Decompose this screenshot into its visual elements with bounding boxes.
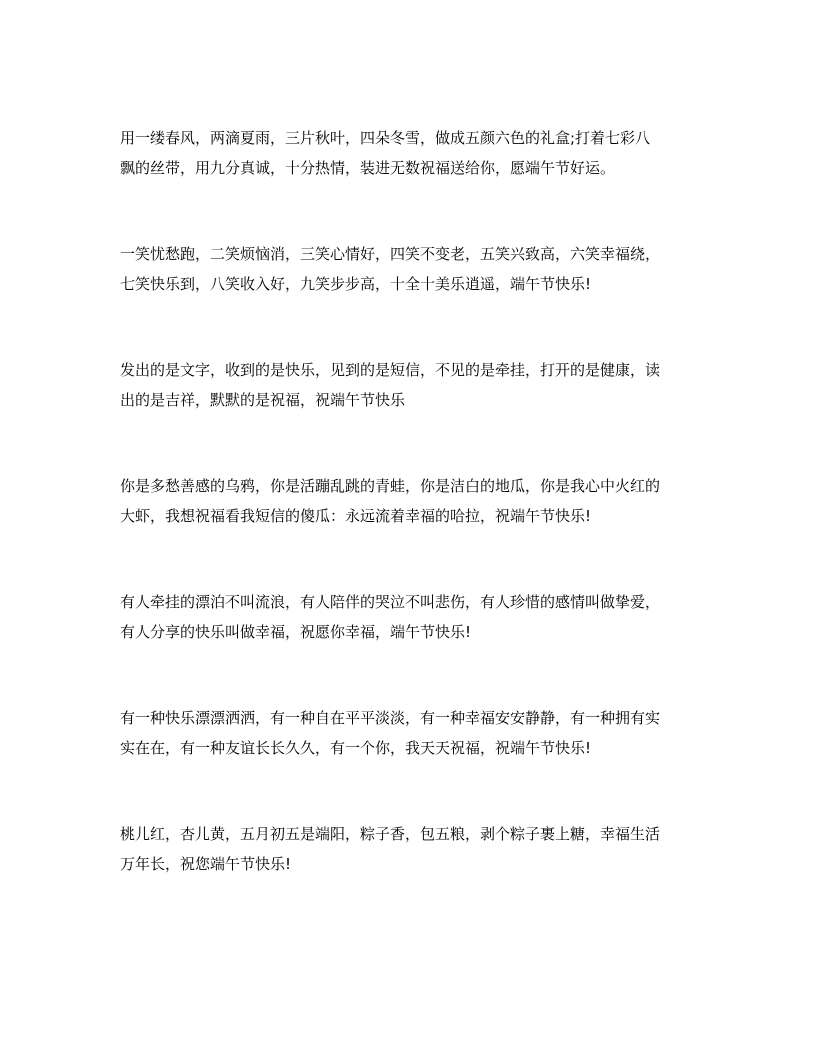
paragraph bbox=[120, 703, 705, 763]
paragraph bbox=[120, 471, 705, 531]
paragraph-line: 实在在，有一种友谊长长久久，有一个你，我天天祝福，祝端午节快乐! bbox=[120, 739, 592, 757]
paragraph-line: 飘的丝带，用九分真诚，十分热情，装进无数祝福送给你，愿端午节好运。 bbox=[120, 159, 616, 177]
paragraph-line: 七笑快乐到，八笑收入好，九笑步步高，十全十美乐逍遥，端午节快乐! bbox=[120, 275, 592, 293]
paragraph-line: 万年长，祝您端午节快乐! bbox=[120, 855, 292, 873]
paragraph bbox=[120, 239, 705, 299]
paragraph-line: 发出的是文字，收到的是快乐，见到的是短信，不见的是牵挂，打开的是健康，读 bbox=[120, 361, 661, 379]
paragraph bbox=[120, 819, 705, 879]
paragraph-line: 出的是吉祥，默默的是祝福，祝端午节快乐 bbox=[120, 391, 406, 409]
paragraph-line: 有人分享的快乐叫做幸福，祝愿你幸福，端午节快乐! bbox=[120, 623, 472, 641]
paragraph-line: 有人牵挂的漂泊不叫流浪，有人陪伴的哭泣不叫悲伤，有人珍惜的感情叫做挚爱， bbox=[120, 593, 661, 611]
paragraph bbox=[120, 123, 705, 183]
paragraph-line: 用一缕春风，两滴夏雨，三片秋叶，四朵冬雪，做成五颜六色的礼盒;打着七彩八 bbox=[120, 129, 651, 147]
paragraph-line: 大虾，我想祝福看我短信的傻瓜：永远流着幸福的哈拉，祝端午节快乐! bbox=[120, 507, 592, 525]
paragraph bbox=[120, 355, 705, 415]
paragraph-line: 桃儿红，杏儿黄，五月初五是端阳，粽子香，包五粮，剥个粽子裹上糖，幸福生活 bbox=[120, 825, 661, 843]
paragraph-line: 有一种快乐漂漂洒洒，有一种自在平平淡淡，有一种幸福安安静静，有一种拥有实 bbox=[120, 709, 661, 727]
paragraph-line: 你是多愁善感的乌鸦，你是活蹦乱跳的青蛙，你是洁白的地瓜，你是我心中火红的 bbox=[120, 477, 661, 495]
paragraph-line: 一笑忧愁跑，二笑烦恼消，三笑心情好，四笑不变老，五笑兴致高，六笑幸福绕， bbox=[120, 245, 661, 263]
paragraph bbox=[120, 587, 705, 647]
